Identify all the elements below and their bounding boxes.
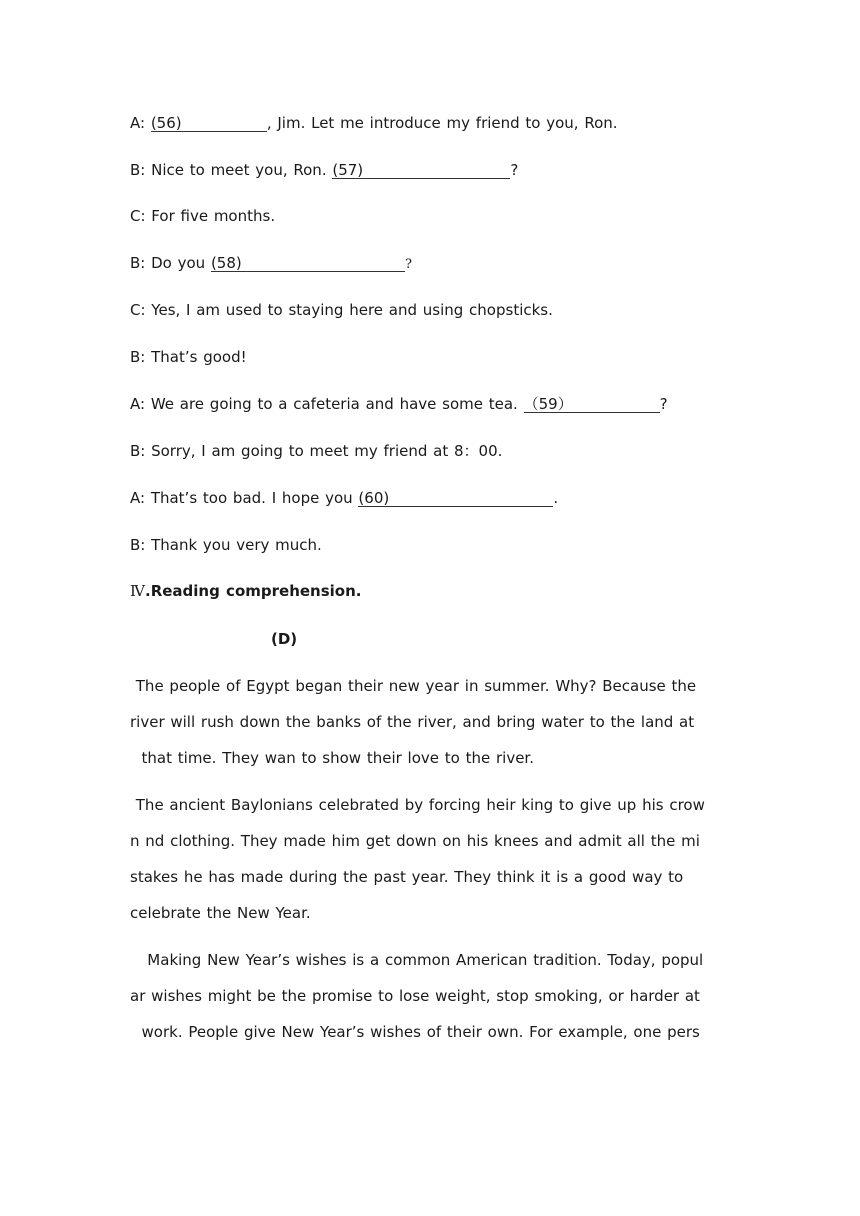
answer-blank-60[interactable] bbox=[358, 490, 553, 507]
dialogue-text: A: bbox=[130, 114, 151, 132]
blank-number: （59） bbox=[523, 395, 573, 413]
dialogue-text: B: Nice to meet you, Ron. bbox=[130, 161, 333, 179]
dialogue-line-56 bbox=[130, 113, 618, 133]
passage-line: celebrate the New Year. bbox=[130, 904, 311, 922]
passage-line: ar wishes might be the promise to lose weight, stop smoking, or harder at bbox=[130, 987, 700, 1005]
dialogue-text: A: We are going to a cafeteria and have some tea. bbox=[130, 395, 524, 413]
dialogue-line-59 bbox=[130, 394, 668, 414]
passage-line: n nd clothing. They made him get down on his knees and admit all the mi bbox=[130, 832, 700, 850]
section-title: .Reading comprehension. bbox=[145, 582, 362, 600]
dialogue-line: B: Sorry, I am going to meet my friend at 8：00. bbox=[130, 442, 503, 460]
answer-blank-59[interactable] bbox=[524, 396, 660, 413]
passage-line: The people of Egypt began their new year in summer. Why? Because the bbox=[130, 677, 697, 695]
dialogue-line: C: Yes, I am used to staying here and using chopsticks. bbox=[130, 301, 553, 319]
dialogue-text: . bbox=[553, 489, 559, 507]
answer-blank-56[interactable] bbox=[151, 115, 267, 132]
dialogue-line: C: For five months. bbox=[130, 207, 276, 225]
passage-line: river will rush down the banks of the river, and bring water to the land at bbox=[130, 713, 695, 731]
dialogue-text: B: Do you bbox=[130, 254, 211, 272]
dialogue-line-57 bbox=[130, 160, 518, 180]
passage-line: Making New Year’s wishes is a common American tradition. Today, popul bbox=[130, 951, 704, 969]
passage-label: (D) bbox=[271, 630, 298, 648]
dialogue-line: B: That’s good! bbox=[130, 348, 247, 366]
answer-blank-58[interactable] bbox=[211, 255, 405, 272]
blank-number: (57) bbox=[332, 161, 364, 179]
dialogue-text: ? bbox=[404, 257, 412, 272]
blank-number: (56) bbox=[150, 114, 182, 132]
dialogue-line: B: Thank you very much. bbox=[130, 536, 322, 554]
passage-line: The ancient Baylonians celebrated by forcing heir king to give up his crow bbox=[130, 796, 705, 814]
dialogue-text: ? bbox=[510, 161, 519, 179]
blank-number: (60) bbox=[358, 489, 390, 507]
passage-line: that time. They wan to show their love to the river. bbox=[130, 749, 534, 767]
dialogue-text: , Jim. Let me introduce my friend to you, Ron. bbox=[266, 114, 618, 132]
section-heading bbox=[130, 581, 361, 601]
dialogue-text: ? bbox=[659, 395, 668, 413]
section-numeral: Ⅳ bbox=[130, 582, 145, 600]
blank-number: (58) bbox=[210, 254, 242, 272]
answer-blank-57[interactable] bbox=[332, 162, 510, 179]
passage-line: work. People give New Year’s wishes of their own. For example, one pers bbox=[130, 1023, 700, 1041]
dialogue-line-60 bbox=[130, 488, 558, 508]
dialogue-line-58 bbox=[130, 253, 412, 275]
passage-line: stakes he has made during the past year. They think it is a good way to bbox=[130, 868, 684, 886]
dialogue-text: A: That’s too bad. I hope you bbox=[130, 489, 359, 507]
